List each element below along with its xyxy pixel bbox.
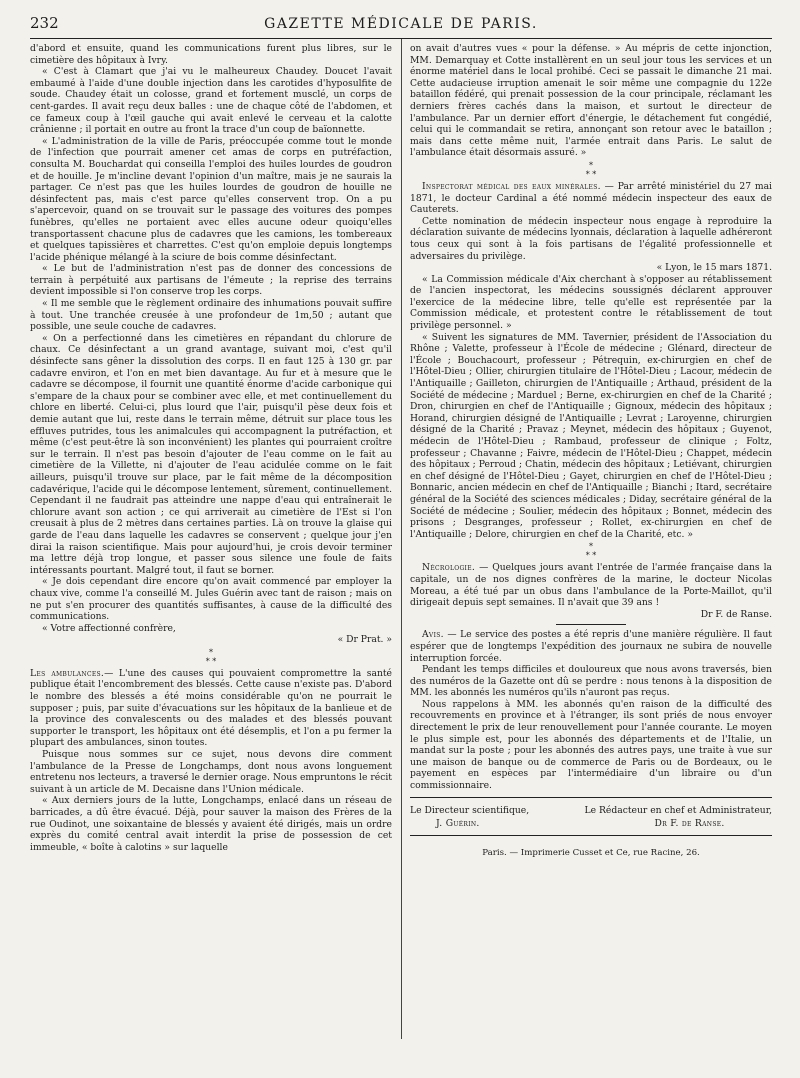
inspectorat-article: Inspectorat médical des eaux minérales. — Par arrêté ministériel du 27 mai 1871, le docteur Cardinal a été nommé médecin inspecteur des eaux de Cauterets. [410,180,772,216]
footer-rule [410,797,772,798]
paragraph: « Le but de l'administration n'est pas de donner des concessions de terrain à perpétuité aux partisans de l'émeute ; la reprise des terrains devient impossible si l'on conserve trop les corps. [30,263,392,298]
paragraph: « On a perfectionné dans les cimetières en répandant du chlorure de chaux. Ce désinfectant a un grand avantage, suivant moi, c'est qu'il désinfecte sans gêner la dissolution des corps. Il en faut 125 à 130 gr. par cadavre environ, et l'on en met bien davantage. Au fur et à mesure que le cadavre se décompose, il fournit une quantité énorme d'acide carbonique qui s'empare de la chaux pour se combiner avec elle, et met continuellement du chlore en liberté. Celui-ci, plus lourd que l'air, puisqu'il pèse deux fois et demie autant que lui, reste dans le terrain même, détruit sur place tous les effluves putrides, tous les animalcules qui accompagnent la putréfaction, et même (c'est peut-être là son inconvénient) les plantes qui pourraient croître sur le terrain. Il n'est pas besoin d'ajouter de l'eau comme on le fait au cimetière de la Villette, ni d'ajouter de l'eau acidulée comme on le fait ailleurs, puisqu'il trouve sur place, par le fait même de la décomposition cadavérique, l'acide qui le décompose lentement, sûrement, continuellement. Cependant il ne faudrait pas atteindre une nappe d'eau qui entraînerait le chlorure avant son action ; ce qui arriverait au cimetière de l'Est si l'on creusait à plus de 2 mètres dans certaines parties. Là on trouve la glaise qui garde de l'eau dans laquelle les cadavres se conservent ; quelque jour j'en dirai la raison scientifique. Mais pour aujourd'hui, je crois devoir terminer ma lettre déjà trop longue, et passer sous silence une foule de faits intéressants pourtant. Malgré tout, il faut se borner. [30,332,392,576]
paragraph: « Je dois cependant dire encore qu'on avait commencé par employer la chaux vive, comme l'a conseillé M. Jules Guérin avec tant de raison ; mais on ne put s'en procurer des quantités suffisantes, à cause de la difficulté des communications. [30,576,392,623]
running-head [30,14,772,36]
short-rule [556,624,626,625]
paragraph: on avait d'autres vues « pour la défense. » Au mépris de cette injonction, MM. Demarquay et Cotte installèrent en un seul jour tous les services et un énorme matériel dans le local prohibé. Ceci se passait le dimanche 21 mai. Cette audacieuse irruption amenait le soir même une compagnie du 122e bataillon fédéré, qui prenait possession de la cour principale, réclamant les derniers frères cachés dans la maison, et surtout le directeur de l'ambulance. Par un dernier effort d'énergie, le détachement fut congédié, celui qui le commandait se retira, annonçant son retour avec le bataillon ; mais dans cette même nuit, l'armée entrait dans Paris. Le salut de l'ambulance était désormais assuré. » [410,43,772,159]
text-columns [30,39,772,1039]
paragraph: « Il me semble que le règlement ordinaire des inhumations pouvait suffire à tout. Une tranchée creusée à une profondeur de 1m,50 ; autant que possible, une seule couche de cadavres. [30,298,392,333]
paragraph: « Votre affectionné confrère, [42,622,176,634]
dateline: « Lyon, le 15 mars 1871. [656,262,772,274]
paragraph: « C'est à Clamart que j'ai vu le malheureux Chaudey. Doucet l'avait embaumé à l'aide d'une double injection dans les carotides d'hyposulfite de soude. Chaudey était un colosse, grand et fortement musclé, un corps de cent-gardes. Il avait reçu deux balles : une de chaque côté de l'abdomen, et ce fameux coup à l'œil gauche qui avait enlevé le cerveau et la calotte crânienne ; il portait en outre au front la trace d'un coup de baïonnette. [30,66,392,136]
editor-name: Dr F. de Ranse. [654,817,725,829]
scientific-director [410,804,529,830]
paragraph: « La Commission médicale d'Aix cherchant à s'opposer au rétablissement de l'ancien inspectorat, les médecins soussignés déclarent approuver l'exercice de la médecine libre, telle qu'elle est représentée par la Commission médicale, et protestent contre le rétablissement de tout privilège personnel. » [410,273,772,332]
section-separator: * * * [585,160,597,179]
paragraph: Pendant les temps difficiles et douloureux que nous avons traversés, bien des numéros de la Gazette ont dû se perdre : nous tenons à la disposition de MM. les abonnés les numéros qu'ils n'auront pas reçus. [410,664,772,699]
paragraph: Cette nomination de médecin inspecteur nous engage à reproduire la déclaration suivante de médecins lyonnais, déclaration à laquelle adhéreront tous ceux qui sont à la fois partisans de l'égalité professionnelle et adversaires du privilège. [410,215,772,262]
printer-line: Paris. — Imprimerie Cusset et Ce, rue Racine, 26. [482,847,700,858]
letter-signature: « Dr Prat. » [337,634,392,646]
section-title-avis: Avis. [422,629,444,641]
right-column [410,39,772,1039]
section-separator: * * * [205,647,217,666]
section-title-necrologie: Nécrologie. [422,562,476,574]
ambulances-article: Les ambulances.— L'une des causes qui pouvaient compromettre la santé publique était l'encombrement des blessés. Cette cause n'existe pas. D'abord le nombre des blessés a été moins considérable qu'on ne pourrait le supposer ; puis, par suite d'évacuations sur les hôpitaux de la banlieue et de la province des convalescents ou des malades et des blessés pouvant supporter le transport, les hôpitaux ont été désemplis, et l'on a pu fermer la plupart des ambulances, sinon toutes. [30,667,392,749]
necrologie-article: Nécrologie. — Quelques jours avant l'entrée de l'armée française dans la capitale, un de nos dignes confrères de la marine, le docteur Nicolas Moreau, a été tué par un obus dans l'ambulance de la Porte-Maillot, qu'il dirigeait depuis sept semaines. Il n'avait que 39 ans ! [410,562,772,609]
section-title-ambulances: Les ambulances. [30,667,105,679]
role-label: Le Rédacteur en chef et Administrateur, [584,804,772,816]
section-title-inspectorat: Inspectorat médical des eaux minérales. [422,180,601,192]
footer-rule [410,835,772,836]
page-number: 232 [30,14,59,32]
paragraph: d'abord et ensuite, quand les communications furent plus libres, sur le cimetière des hôpitaux à Ivry. [30,43,392,66]
left-column [30,39,392,1039]
paragraph: « Suivent les signatures de MM. Tavernier, président de l'Association du Rhône ; Valette, professeur à l'École de médecine ; Glénard, directeur de l'École ; Bouchacourt, professeur ; Pétrequin, ex-chirurgien en chef de l'Hôtel-Dieu ; Ollier, chirurgien titulaire de l'Hôtel-Dieu ; Lacour, médecin de l'Antiquaille ; Gailleton, chirurgien de l'Antiquaille ; Arthaud, président de la Société de médecine ; Marduel ; Berne, ex-chirurgien en chef de la Charité ; Dron, chirurgien en chef de l'Antiquaille ; Gignoux, médecin des hôpitaux ; Horand, chirurgien désigné de l'Antiquaille ; Levrat ; Laroyenne, chirurgien désigné de la Charité ; Pravaz ; Meynet, médecin des hôpitaux ; Guyenot, médecin de l'Hôtel-Dieu ; Rambaud, professeur de clinique ; Foltz, professeur ; Chavanne ; Faivre, médecin de l'Hôtel-Dieu ; Chappet, médecin des hôpitaux ; Perroud ; Chatin, médecin des hôpitaux ; Letiévant, chirurgien en chef désigné de l'Hôtel-Dieu ; Gayet, chirurgien en chef de l'Hôtel-Dieu ; Bonnaric, ancien médecin en chef de l'Antiquaille ; Bianchi ; Itard, secrétaire général de la Société des sciences médicales ; Diday, secrétaire général de la Société de médecine ; Soulier, médecin des hôpitaux ; Bonnet, médecin des prisons ; Desgranges, professeur ; Rollet, ex-chirurgien en chef de l'Antiquaille ; Delore, chirurgien en chef de la Charité, etc. » [410,331,772,540]
paragraph: Nous rappelons à MM. les abonnés qu'en raison de la difficulté des recouvrements en province et à l'étranger, ils sont priés de nous envoyer directement le prix de leur renouvellement pour l'année courante. Le moyen le plus simple est, pour les abonnés des départements et de l'Italie, un mandat sur la poste ; pour les abonnés des autres pays, une traite à vue sur une maison de banque ou de commerce de Paris ou de Bordeaux, ou le payement en espèces par l'intermédiaire d'un libraire ou d'un commissionnaire. [410,698,772,792]
editor-in-chief [585,804,772,830]
section-separator: * * * [585,542,597,561]
editor-signatures [410,804,772,830]
necrologie-signature: Dr F. de Ranse. [700,608,772,620]
paragraph: « L'administration de la ville de Paris, préoccupée comme tout le monde de l'infection que pourrait amener cet amas de corps en putréfaction, consulta M. Bouchardat qui conseilla l'emploi des huiles lourdes de goudron et de houille. Je m'incline devant l'opinion d'un maître, mais je ne saurais la partager. Ce n'est pas que les huiles lourdes de goudron de houille ne désinfectent pas, mais c'est parce qu'elles conservent trop. On a pu s'apercevoir, quand on se trouvait sur le passage des voitures des pompes funèbres, qu'elles ne portaient avec elles aucune odeur quoiqu'elles transportassent chacune plus de cadavres que les camions, les tombereaux et quelques tapissières et charrettes. C'est qu'on emploie depuis longtemps l'acide phénique mélangé à la sciure de bois comme désinfectant. [30,135,392,263]
journal-title: GAZETTE MÉDICALE DE PARIS. [264,16,538,32]
avis-article: Avis. — Le service des postes a été repris d'une manière régulière. Il faut espérer que de longtemps l'expédition des journaux ne subira de nouvelle interruption forcée. [410,629,772,664]
column-divider [401,39,402,1039]
paragraph: Puisque nous sommes sur ce sujet, nous devons dire comment l'ambulance de la Presse de Longchamps, dont nous avons longuement entretenu nos lecteurs, a traversé le dernier orage. Nous empruntons le récit suivant à un article de M. Decaisne dans l'Union médicale. [30,749,392,795]
role-label: Le Directeur scientifique, [410,804,530,816]
director-name: J. Guérin. [436,817,480,829]
paragraph: « Aux derniers jours de la lutte, Longchamps, enlacé dans un réseau de barricades, a dû être évacué. Déjà, pour sauver la maison des Frères de la rue Oudinot, une soixantaine de blessés y avaient été dirigés, mais un ordre exprès du comité central avait interdit la prise de possession de cet immeuble, « boîte à calotins » sur laquelle [30,795,392,853]
